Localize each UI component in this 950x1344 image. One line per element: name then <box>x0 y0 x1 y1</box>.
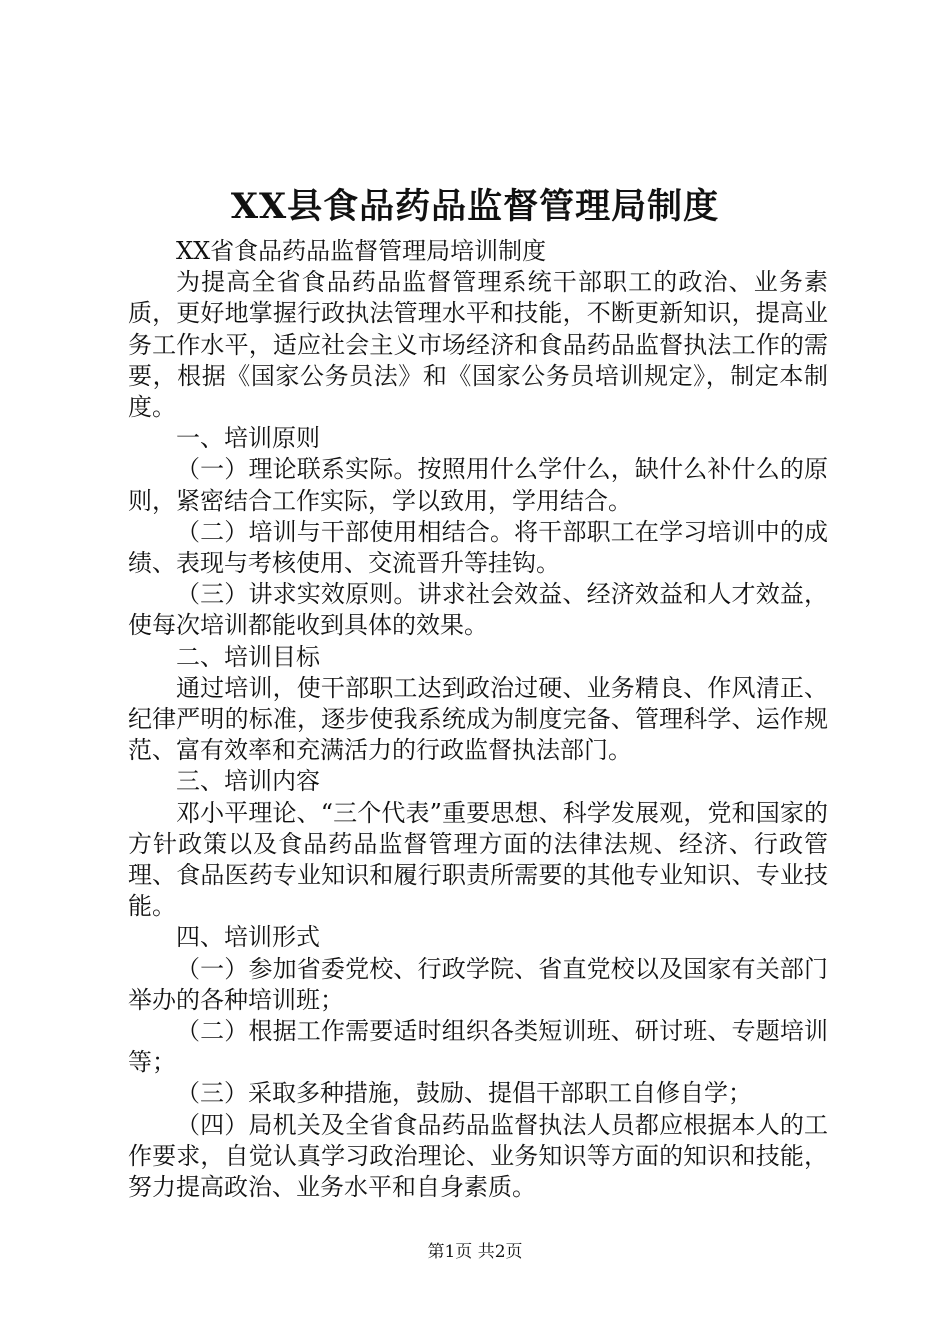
paragraph-intro: 为提高全省食品药品监督管理系统干部职工的政治、业务素质，更好地掌握行政执法管理水平和技能，不断更新知识，提高业务工作水平，适应社会主义市场经济和食品药品监督执法工作的需要，根据《国家公务员法》和《国家公务员培训规定》，制定本制度。 <box>128 268 828 422</box>
paragraph-form-3: （三）采取多种措施，鼓励、提倡干部职工自修自学； <box>176 1079 752 1108</box>
paragraph-form-1: （一）参加省委党校、行政学院、省直党校以及国家有关部门举办的各种培训班； <box>128 954 828 1014</box>
section-heading-forms: 四、培训形式 <box>176 923 320 952</box>
paragraph-form-2: （二）根据工作需要适时组织各类短训班、研讨班、专题培训等； <box>128 1017 828 1077</box>
paragraph-principle-2: （二）培训与干部使用相结合。将干部职工在学习培训中的成绩、表现与考核使用、交流晋升等挂钩。 <box>128 517 828 578</box>
document-body <box>128 236 828 1203</box>
paragraph-principle-3: （三）讲求实效原则。讲求社会效益、经济效益和人才效益，使每次培训都能收到具体的效果。 <box>128 580 828 640</box>
section-heading-goals: 二、培训目标 <box>176 642 320 671</box>
page-number-footer: 第1页 共2页 <box>427 1242 523 1262</box>
document-title: XX县食品药品监督管理局制度 <box>230 186 720 227</box>
paragraph-principle-1: （一）理论联系实际。按照用什么学什么，缺什么补什么的原则，紧密结合工作实际，学以致用，学用结合。 <box>128 455 828 515</box>
document-subtitle: XX省食品药品监督管理局培训制度 <box>176 237 547 265</box>
paragraph-goals: 通过培训，使干部职工达到政治过硬、业务精良、作风清正、纪律严明的标准，逐步使我系统成为制度完备、管理科学、运作规范、富有效率和充满活力的行政监督执法部门。 <box>128 673 828 765</box>
paragraph-form-4: （四）局机关及全省食品药品监督执法人员都应根据本人的工作要求，自觉认真学习政治理论、业务知识等方面的知识和技能，努力提高政治、业务水平和自身素质。 <box>128 1110 828 1202</box>
section-heading-principles: 一、培训原则 <box>176 424 320 453</box>
section-heading-content: 三、培训内容 <box>176 767 320 796</box>
paragraph-content: 邓小平理论、“三个代表”重要思想、科学发展观，党和国家的方针政策以及食品药品监督管理方面的法律法规、经济、行政管理、食品医药专业知识和履行职责所需要的其他专业知识、专业技能。 <box>128 798 828 921</box>
